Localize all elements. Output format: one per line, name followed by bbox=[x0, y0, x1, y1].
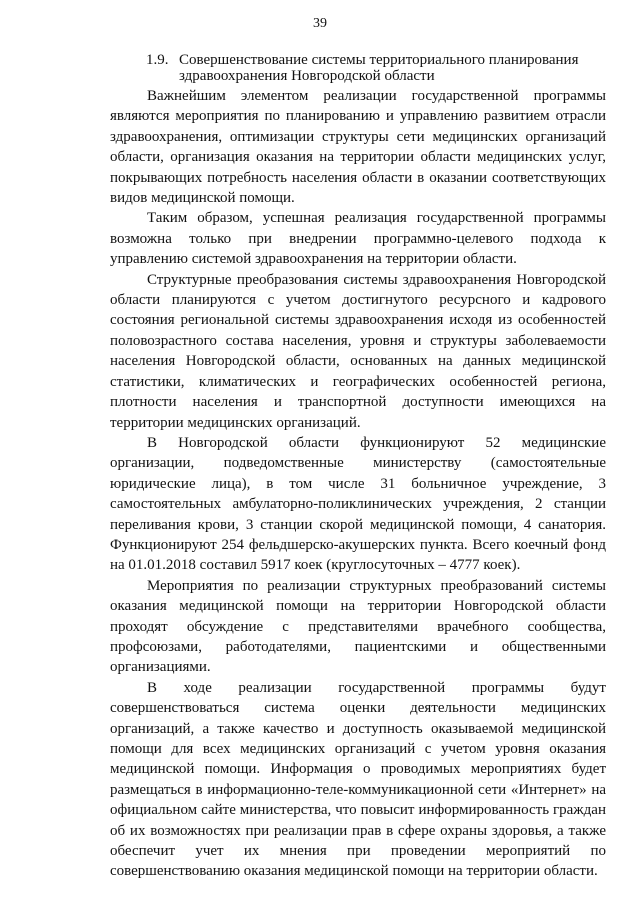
paragraph: Таким образом, успешная реализация государственной программы возможна только при внедрении программно-целевого подхода к управлению системой здравоохранения на территории области. bbox=[110, 210, 606, 268]
section-heading bbox=[146, 53, 606, 84]
paragraph: Мероприятия по реализации структурных преобразований системы оказания медицинской помощи на территории Новгородской области проходят обсуждение с представителями врачебного сообщества, профсоюзами, работодателями, пациентскими и общественными организациями. bbox=[110, 577, 606, 676]
section-title-line-2: здравоохранения Новгородской области bbox=[179, 67, 435, 84]
document-body bbox=[110, 86, 606, 882]
section-number: 1.9. bbox=[146, 52, 169, 68]
paragraph: Важнейшим элементом реализации государственной программы являются мероприятия по планированию и управлению развитием отрасли здравоохранения, оптимизации структуры сети медицинских организаций области, организация оказания на территории области медицинских услуг, покрывающих потребность населения области в оказании соответствующих видов медицинской помощи. bbox=[110, 88, 606, 207]
section-title-line-1: Совершенствование системы территориального планирования bbox=[179, 52, 579, 68]
paragraph: В Новгородской области функционируют 52 медицинские организации, подведомственные министерству (самостоятельные юридические лица), в том числе 31 больничное учреждение, 3 самостоятельных амбулаторно-поликлинических учреждения, 2 станции переливания крови, 3 станции скорой медицинской помощи, 4 санатория. Функционируют 254 фельдшерско-акушерских пункта. Всего коечный фонд на 01.01.2018 составил 5917 коек (круглосуточных – 4777 коек). bbox=[110, 434, 606, 574]
paragraph: Структурные преобразования системы здравоохранения Новгородской области планируются с учетом достигнутого ресурсного и кадрового состояния региональной системы здравоохранения исходя из особенностей половозрастного состава населения, уровня и структуры заболеваемости населения Новгородской области, основанных на данных медицинской статистики, климатических и географических особенностей региона, плотности населения и транспортной доступности имеющихся на территории медицинских организаций. bbox=[110, 271, 606, 431]
paragraph: В ходе реализации государственной программы будут совершенствоваться система оценки деятельности медицинских организаций, а также качество и доступность оказываемой медицинской помощи для всех медицинских организаций с учетом уровня оказания медицинской помощи. Информация о проводимых мероприятиях будет размещаться в информационно-теле-коммуникационной сети «Интернет» на официальном сайте министерства, что повысит информированность граждан об их возможностях при реализации прав в сфере охраны здоровья, а также обеспечит учет их мнения при проведении мероприятий по совершенствованию оказания медицинской помощи на территории области. bbox=[110, 679, 606, 880]
page-number: 39 bbox=[313, 16, 327, 31]
